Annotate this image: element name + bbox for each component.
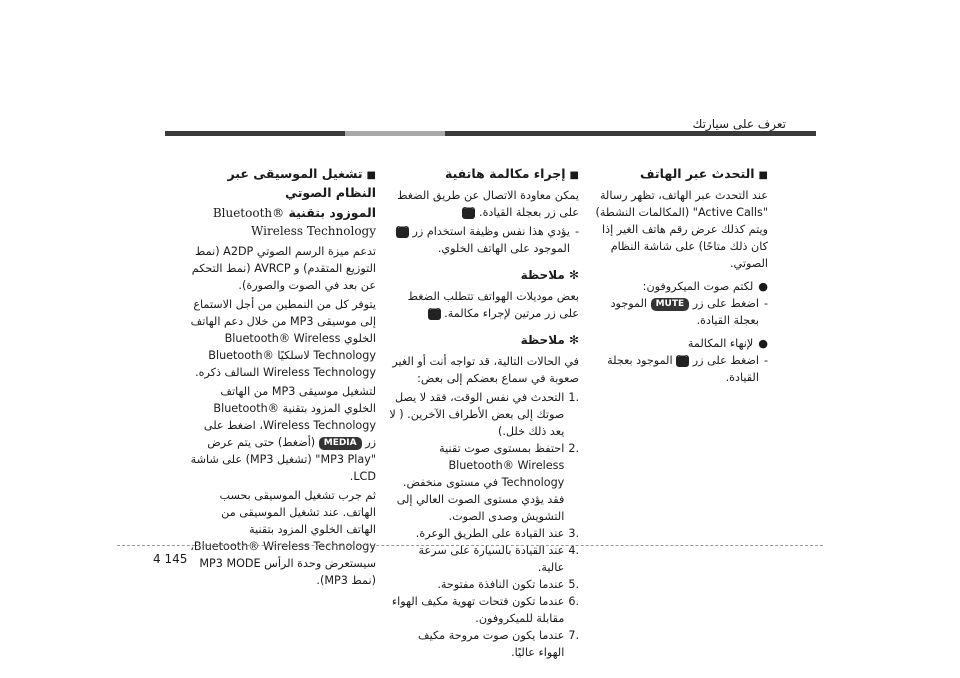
dash-item: - يؤدي هذا نفس وظيفة استخدام زر ⌒ الموجود على الهاتف الخلوي.	[397, 225, 579, 255]
column-answer-call	[592, 165, 768, 386]
paragraph: بعض موديلات الهواتف تتطلب الضغط على زر مرتين لإجراء مكالمة. ⌒	[407, 290, 579, 320]
dot-icon: ●	[758, 280, 768, 293]
list-item: .4 عند القيادة بالسيارة على سرعة عالية.	[418, 544, 579, 574]
list-item: .1 التحدث في نفس الوقت، فقد لا يصل صوتك إلى بعض الأطراف الآخرين. ( لا يعد ذلك خلل.)	[389, 391, 579, 438]
list-item: .3 عند القيادة على الطريق الوعرة.	[415, 527, 579, 540]
column-music-playback	[190, 165, 376, 591]
call-button-icon: ⌒	[429, 309, 439, 319]
paragraph: عند التحدث عبر الهاتف، تظهر رسالة "Active Calls" (المكالمات النشطة) ويتم كذلك عرض رقم هاتف الغير إذا كان ذلك متاحًا) على شاشة النظام الصوتي.	[595, 189, 768, 270]
list-item: .7 عندما يكون صوت مروحة مكيف الهواء عاليًا.	[418, 629, 579, 659]
list-item: .6 عندما تكون فتحات تهوية مكيف الهواء مقابلة للميكروفون.	[391, 595, 579, 625]
paragraph: يمكن معاودة الاتصال عن طريق الضغط على زر بعجلة القيادة. ⌒	[397, 189, 579, 219]
paragraph: يتوفر كل من النمطين من أجل الاستماع إلى موسيقى MP3 من خلال دعم الهاتف الخلوي Bluetooth® Wireless Technology لاسلكيًا Bluetooth® Wireless Technology السالف ذكره.	[190, 298, 376, 379]
call-button-icon: ⌒	[464, 208, 474, 218]
list-item: .5 عندما تكون النافذة مفتوحة.	[437, 578, 579, 591]
bullet-item: ● لكتم صوت الميكروفون:	[642, 280, 768, 293]
section-heading: ■التحدث عبر الهاتف	[640, 166, 768, 181]
note-heading: ✻ ملاحظة	[520, 333, 579, 347]
section-heading: ■إجراء مكالمة هاتفية	[445, 166, 579, 181]
paragraph: ثم جرب تشغيل الموسيقى بحسب الهاتف. عند تشغيل الموسيقى من الهاتف الخلوي المزود بتقنية Bluetooth® Wireless Technology، سيستعرض وحدة الرأس MP3 MODE (نمط MP3).	[190, 489, 376, 587]
dash-item: - اضغط على زر ⌒ الموجود بعجلة القيادة.	[607, 354, 768, 384]
media-button-icon: MEDIA	[319, 437, 362, 450]
asterisk-icon: ✻	[568, 333, 579, 347]
dot-icon: ●	[758, 337, 768, 350]
square-bullet-icon: ■	[758, 170, 768, 181]
bullet-item: ● لإنهاء المكالمة	[687, 337, 768, 350]
section-subheading: الموزود بتقنية Bluetooth® Wireless Technology	[212, 205, 376, 238]
note-heading: ✻ ملاحظة	[520, 268, 579, 282]
paragraph: تدعم ميزة الرسم الصوتي A2DP (نمط التوزيع المتقدم) و AVRCP (نمط التحكم عن بعد في الصوت والصورة).	[191, 245, 376, 292]
page-number: 4 145	[153, 552, 188, 566]
header-bar-accent	[345, 131, 445, 136]
header-title: تعرف على سيارتك	[692, 117, 786, 131]
list-item: .2 احتفظ بمستوى صوت تقنية Bluetooth® Wireless Technology في مستوى منخفض. فقد يؤدي مستوى الصوت العالي إلى التشويش وصدى الصوت.	[396, 442, 579, 523]
dash-item: - اضغط على زر MUTE الموجود بعجلة القيادة.	[610, 297, 768, 327]
hang-up-button-icon: ⌒	[678, 356, 688, 366]
paragraph: لتشغيل موسيقى MP3 من الهاتف الخلوي المزود بتقنية Bluetooth® Wireless Technology، اضغط على زر MEDIA (أضغط) حتى يتم عرض "MP3 Play" (تشغيل MP3) على شاشة LCD.	[190, 385, 376, 483]
section-heading: ■تشغيل الموسيقى عبر النظام الصوتي	[227, 166, 376, 200]
square-bullet-icon: ■	[569, 170, 579, 181]
paragraph: في الحالات التالية، قد تواجه أنت أو الغير صعوبة في سماع بعضكم إلى بعض:	[392, 355, 579, 385]
square-bullet-icon: ■	[366, 170, 376, 181]
footer-divider	[117, 545, 823, 546]
column-make-call	[389, 165, 579, 661]
header-bar	[165, 131, 816, 136]
call-button-icon: ⌒	[397, 227, 407, 237]
asterisk-icon: ✻	[568, 268, 579, 282]
mute-button-icon: MUTE	[651, 298, 690, 311]
